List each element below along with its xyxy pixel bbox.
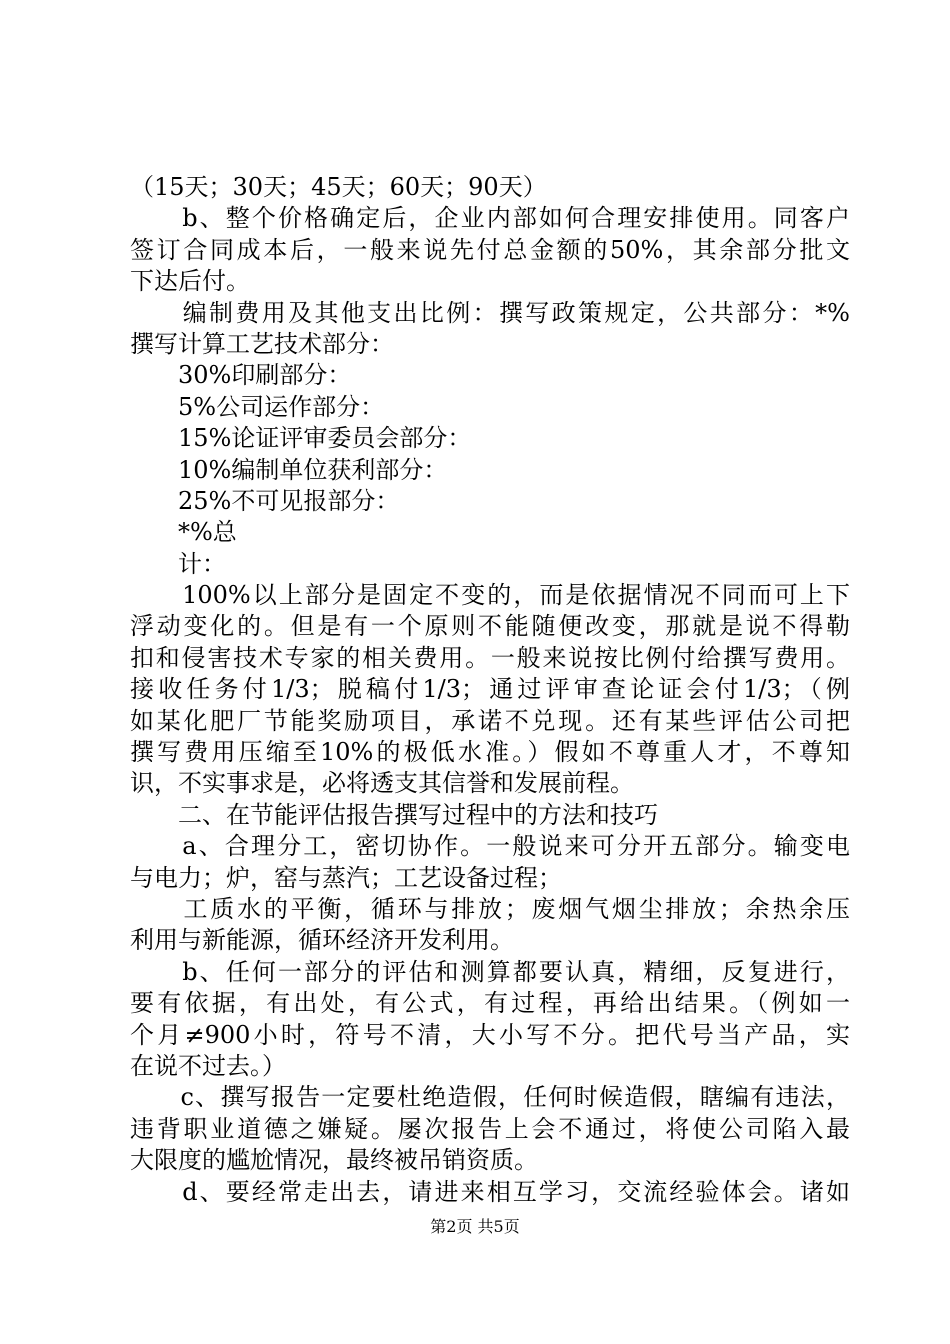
section-heading: 二、在节能评估报告撰写过程中的方法和技巧: [130, 800, 658, 829]
text-line: 扣和侵害技术专家的相关费用。一般来说按比例付给撰写费用。: [130, 643, 850, 672]
text-line: 10%编制单位获利部分：: [130, 455, 448, 484]
text-line: 15%论证评审委员会部分：: [130, 424, 472, 453]
text-line: *%总: [130, 518, 237, 547]
text-line: 撰写费用压缩至10%的极低水准。）假如不尊重人才，不尊知: [130, 738, 850, 767]
text-line: 在说不过去。）: [130, 1051, 286, 1080]
text-line: 5%公司运作部分：: [130, 392, 385, 421]
text-line: 识，不实事求是，必将透支其信誉和发展前程。: [130, 769, 634, 798]
text-line: （15天；30天；45天；60天；90天）: [130, 173, 547, 201]
text-line: a、合理分工，密切协作。一般说来可分开五部分。输变电: [130, 832, 850, 861]
text-line: 接收任务付1/3；脱稿付1/3；通过评审查论证会付1/3；（例: [130, 675, 850, 704]
text-line: 计：: [130, 549, 226, 578]
text-line: 工质水的平衡，循环与排放；废烟气烟尘排放；余热余压: [130, 894, 850, 923]
text-line: 要有依据，有出处，有公式，有过程，再给出结果。（例如一: [130, 989, 850, 1018]
text-line: 100%以上部分是固定不变的，而是依据情况不同而可上下: [130, 581, 850, 610]
text-line: 签订合同成本后，一般来说先付总金额的50%，其余部分批文: [130, 235, 850, 264]
text-line: d、要经常走出去，请进来相互学习，交流经验体会。诸如: [130, 1177, 850, 1206]
text-line: 个月≠900小时，符号不清，大小写不分。把代号当产品，实: [130, 1020, 850, 1049]
text-line: 利用与新能源，循环经济开发利用。: [130, 926, 514, 955]
text-line: 违背职业道德之嫌疑。屡次报告上会不通过，将使公司陷入最: [130, 1114, 850, 1143]
text-line: 25%不可见报部分：: [130, 486, 400, 515]
document-body: [130, 172, 850, 1208]
text-line: b、任何一部分的评估和测算都要认真，精细，反复进行，: [130, 957, 850, 986]
text-line: 下达后付。: [130, 267, 250, 296]
text-line: 与电力；炉，窑与蒸汽；工艺设备过程；: [130, 863, 562, 892]
text-line: 大限度的尴尬情况，最终被吊销资质。: [130, 1146, 538, 1175]
text-line: c、撰写报告一定要杜绝造假，任何时候造假，瞎编有违法，: [130, 1083, 850, 1112]
text-line: 30%印刷部分：: [130, 361, 352, 390]
text-line: 撰写计算工艺技术部分：: [130, 329, 394, 358]
text-line: 浮动变化的。但是有一个原则不能随便改变，那就是说不得勒: [130, 612, 850, 641]
text-line: 如某化肥厂节能奖励项目，承诺不兑现。还有某些评估公司把: [130, 706, 850, 735]
text-line: b、整个价格确定后，企业内部如何合理安排使用。同客户: [130, 204, 850, 233]
page-number: 第2页 共5页: [430, 1217, 520, 1236]
page-footer: [0, 1217, 950, 1237]
text-line: 编制费用及其他支出比例：撰写政策规定，公共部分：*%: [130, 298, 850, 327]
